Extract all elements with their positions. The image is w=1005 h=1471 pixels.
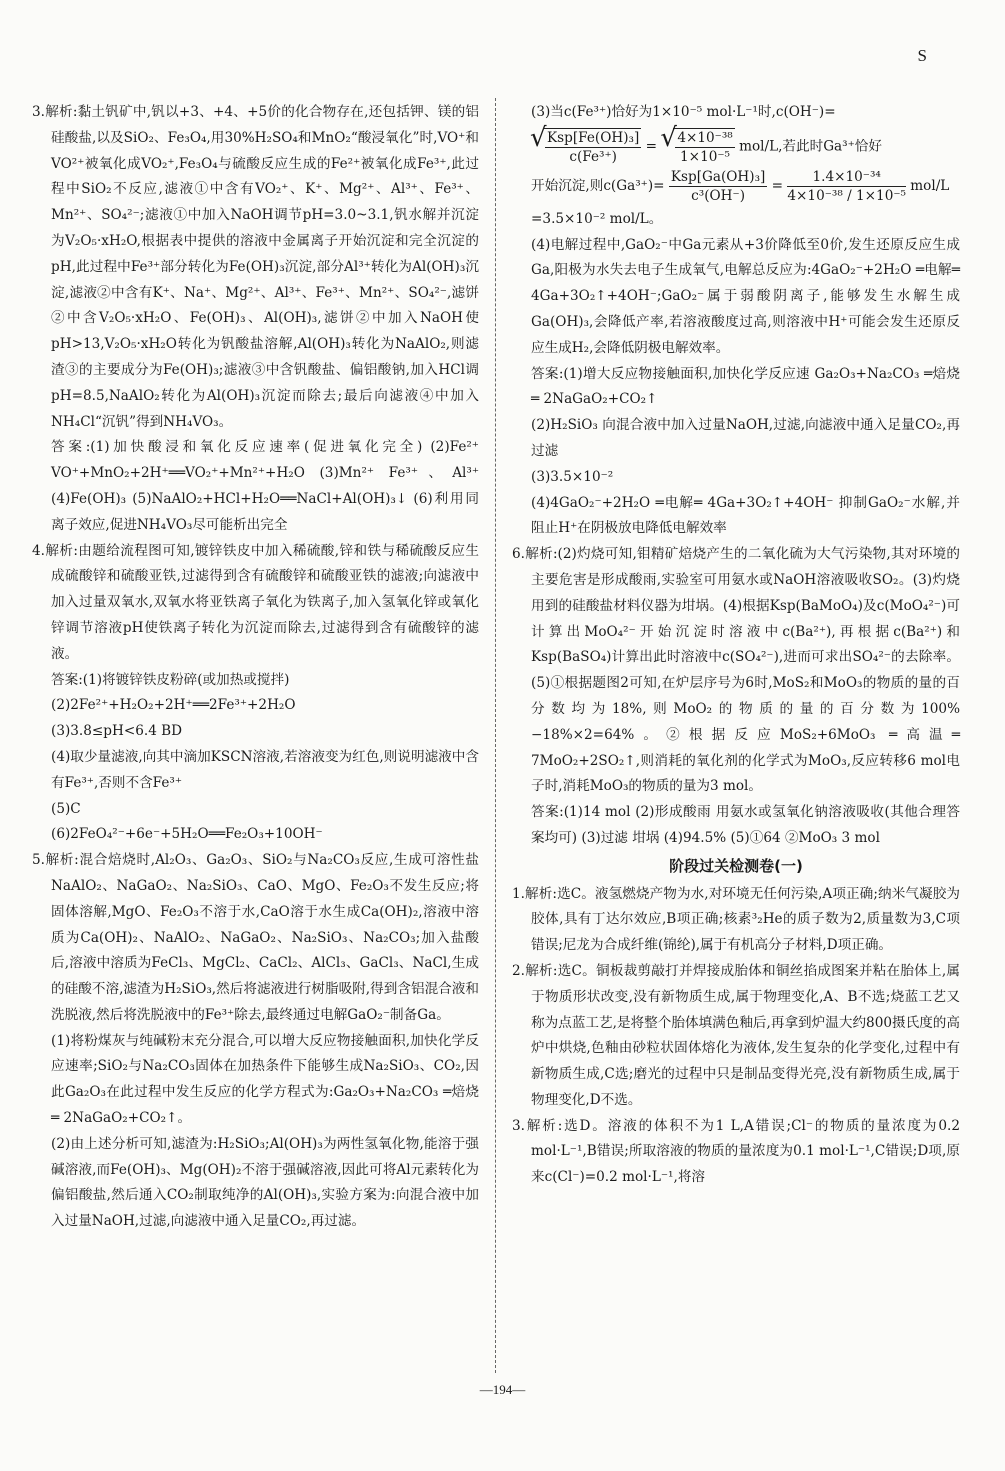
- equals-sign: =: [645, 138, 657, 155]
- paragraph: 1.解析:选C。液氢燃烧产物为水,对环境无任何污染,A项正确;纳米气凝胶为胶体,具有丁达尔效应,B项正确;核素³₂He的质子数为2,质量数为3,C项错误;尼龙为合成纤维(锦纶),属于有机高分子材料,D项正确。: [512, 885, 960, 954]
- paragraph: 答案:(1)将镀锌铁皮粉碎(或加热或搅拌): [51, 671, 290, 688]
- paragraph: (6)2FeO₄²⁻+6e⁻+5H₂O══Fe₂O₃+10OH⁻: [51, 826, 323, 843]
- corner-mark: S: [917, 46, 927, 65]
- paragraph: (4)4GaO₂⁻+2H₂O ═电解═ 4Ga+3O₂↑+4OH⁻ 抑制GaO₂⁻水解,并阻止H⁺在阴极放电降低电解效率: [531, 494, 960, 537]
- formula-ksp-ga: [531, 168, 960, 205]
- paragraph: (2)由上述分析可知,滤渣为:H₂SiO₃;Al(OH)₃为两性氢氧化物,能溶于强碱溶液,而Fe(OH)₃、Mg(OH)₂不溶于强碱溶液,因此可将Al元素转化为偏铝酸盐,然后通入CO₂制取纯净的Al(OH)₃,实验方案为:向混合液中加入过量NaOH,过滤,向滤液中通入足量CO₂,再过滤。: [51, 1135, 479, 1230]
- page-number: —194—: [479, 1382, 526, 1397]
- paragraph: 4.解析:由题给流程图可知,镀锌铁皮中加入稀硫酸,锌和铁与稀硫酸反应生成硫酸锌和硫酸亚铁,过滤得到含有硫酸锌和硫酸亚铁的滤液;向滤液中加入过量双氧水,双氧水将亚铁离子氧化为铁离子,加入氢氧化锌或氧化锌调节溶液pH使铁离子转化为沉淀而除去,过滤得到含有硫酸锌的滤液。: [32, 542, 479, 662]
- paragraph: 6.解析:(2)灼烧可知,钼精矿焙烧产生的二氧化硫为大气污染物,其对环境的主要危害是形成酸雨,实验室可用氨水或NaOH溶液吸收SO₂。(3)灼烧用到的硅酸盐材料仪器为坩埚。(4)根据Ksp(BaMoO₄)及c(MoO₄²⁻)可计算出MoO₄²⁻开始沉淀时溶液中c(Ba²⁺),再根据c(Ba²⁺)和Ksp(BaSO₄)计算出此时溶液中c(SO₄²⁻),进而可求出SO₄²⁻的去除率。(5)①根据题图2可知,在炉层序号为6时,MoS₂和MoO₃的物质的量的百分数均为18%,则MoO₂的物质的量的百分数为100%−18%×2=64%。②根据反应MoS₂+6MoO₃ ═高温═ 7MoO₂+2SO₂↑,则消耗的氧化剂的化学式为MoO₃,反应转移6 mol电子时,消耗MoO₃的物质的量为3 mol。: [512, 546, 960, 795]
- fraction-numerator: √ 4×10⁻³⁸: [677, 129, 733, 146]
- fraction-denominator: c³(OH⁻): [691, 187, 746, 204]
- paragraph: (2)2Fe²⁺+H₂O₂+2H⁺══2Fe³⁺+2H₂O: [51, 697, 296, 714]
- paragraph: (3)当c(Fe³⁺)恰好为1×10⁻⁵ mol·L⁻¹时,c(OH⁻)=: [531, 104, 836, 120]
- fraction-numerator: Ksp[Ga(OH)₃]: [670, 168, 766, 185]
- formula-tail: mol/L,若此时Ga³⁺恰好: [739, 138, 882, 155]
- formula-tail: mol/L: [910, 177, 950, 194]
- fraction-denominator: 1×10⁻⁵: [680, 148, 730, 165]
- paragraph: 5.解析:混合焙烧时,Al₂O₃、Ga₂O₃、SiO₂与Na₂CO₃反应,生成可溶性盐NaAlO₂、NaGaO₂、Na₂SiO₃、CaO、MgO、Fe₂O₃不发生反应;将固体溶解,MgO、Fe₂O₃不溶于水,CaO溶于水生成Ca(OH)₂,溶液中溶质为Ca(OH)₂、NaAlO₂、NaGaO₂、Na₂SiO₃、Na₂CO₃;加入盐酸后,溶液中溶质为FeCl₃、MgCl₂、CaCl₂、AlCl₃、GaCl₃、NaCl,生成的硅酸不溶,滤渣为H₂SiO₃,然后将滤液进行树脂吸附,得到含铝混合液和洗脱液,然后将洗脱液中的Fe³⁺除去,最终通过电解GaO₂⁻制备Ga。: [32, 852, 479, 1023]
- sqrt-expression: [673, 128, 734, 166]
- paragraph: (2)H₂SiO₃ 向混合液中加入过量NaOH,过滤,向滤液中通入足量CO₂,再过滤: [531, 417, 960, 459]
- paragraph: (3)3.8≤pH<6.4 BD: [51, 723, 183, 740]
- sqrt-expression: [543, 128, 641, 166]
- left-column: [32, 100, 479, 1235]
- section-title: 阶段过关检测卷(一): [669, 856, 803, 875]
- paragraph: (4)电解过程中,GaO₂⁻中Ga元素从+3价降低至0价,发生还原反应生成Ga,阳极为水失去电子生成氧气,电解总反应为:4GaO₂⁻+2H₂O ═电解═ 4Ga+3O₂↑+4OH⁻;GaO₂⁻属于弱酸阴离子,能够发生水解生成Ga(OH)₃,会降低产率,若溶液酸度过高,则溶液中H⁺可能会发生还原反应生成H₂,会降低阴极电解效率。: [531, 236, 960, 356]
- paragraph: (3)3.5×10⁻²: [531, 468, 614, 485]
- paragraph: 3.解析:黏土钒矿中,钒以+3、+4、+5价的化合物存在,还包括钾、镁的铝硅酸盐,以及SiO₂、Fe₃O₄,用30%H₂SO₄和MnO₂“酸浸氧化”时,VO⁺和VO²⁺被氧化成VO₂⁺,Fe₃O₄与硫酸反应生成的Fe²⁺被氧化成Fe³⁺,此过程中SiO₂不反应,滤液①中含有VO₂⁺、K⁺、Mg²⁺、Al³⁺、Fe³⁺、Mn²⁺、SO₄²⁻;滤液①中加入NaOH调节pH=3.0~3.1,钒水解并沉淀为V₂O₅·xH₂O,根据表中提供的溶液中金属离子开始沉淀和完全沉淀的pH,此过程中Fe³⁺部分转化为Fe(OH)₃沉淀,部分Al³⁺转化为Al(OH)₃沉淀,滤液②中含有K⁺、Na⁺、Mg²⁺、Al³⁺、Fe³⁺、Mn²⁺、SO₄²⁻,滤饼②中含V₂O₅·xH₂O、Fe(OH)₃、Al(OH)₃,滤饼②中加入NaOH使pH>13,V₂O₅·xH₂O转化为钒酸盐溶解,Al(OH)₃转化为NaAlO₂,则滤渣③的主要成分为Fe(OH)₃;滤液③中含钒酸盐、偏铝酸钠,加入HCl调pH=8.5,NaAlO₂转化为Al(OH)₃沉淀而除去;最后向滤液④中加入NH₄Cl“沉钒”得到NH₄VO₃。: [32, 104, 479, 430]
- paragraph: 答案:(1)增大反应物接触面积,加快化学反应速 Ga₂O₃+Na₂CO₃ ═焙烧═ 2NaGaO₂+CO₂↑: [531, 365, 960, 408]
- paragraph: 答案:(1)14 mol (2)形成酸雨 用氨水或氢氧化钠溶液吸收(其他合理答案均可) (3)过滤 坩埚 (4)94.5% (5)①64 ②MoO₃ 3 mol: [531, 804, 960, 846]
- fraction-denominator: c(Fe³⁺): [569, 148, 617, 165]
- formula-ksp-fe: [531, 128, 960, 166]
- right-body: [512, 207, 960, 852]
- paragraph: (5)C: [51, 800, 81, 817]
- fraction-numerator: √ Ksp[Fe(OH)₃]: [547, 129, 640, 146]
- paragraph: =3.5×10⁻² mol/L。: [531, 210, 663, 227]
- right-after: [512, 882, 960, 1192]
- fraction-denominator: 4×10⁻³⁸ / 1×10⁻⁵: [787, 187, 906, 204]
- column-divider: [495, 98, 496, 1373]
- equals-sign: =: [771, 177, 784, 194]
- paragraph: (1)将粉煤灰与纯碱粉末充分混合,可以增大反应物接触面积,加快化学反应速率;SiO₂与Na₂CO₃固体在加热条件下能够生成Na₂SiO₃、CO₂,因此Ga₂O₃在此过程中发生反应的化学方程式为:Ga₂O₃+Na₂CO₃ ═焙烧═ 2NaGaO₂+CO₂↑。: [51, 1032, 479, 1127]
- paragraph: 答案:(1)加快酸浸和氧化反应速率(促进氧化完全) (2)Fe²⁺ VO⁺+MnO₂+2H⁺══VO₂⁺+Mn²⁺+H₂O (3)Mn²⁺ Fe³⁺、Al³⁺ (4)Fe(OH)₃ (5)NaAlO₂+HCl+H₂O══NaCl+Al(OH)₃↓ (6)利用同离子效应,促进NH₄VO₃尽可能析出完全: [51, 439, 479, 533]
- fraction-numerator: 1.4×10⁻³⁴: [787, 168, 906, 187]
- paragraph: 3.解析:选D。溶液的体积不为1 L,A错误;Cl⁻的物质的量浓度为0.2 mol·L⁻¹,B错误;所取溶液的物质的量浓度为0.1 mol·L⁻¹,C错误;D项,原来c(Cl⁻)=0.2 mol·L⁻¹,将溶: [512, 1117, 960, 1186]
- right-column: [512, 100, 960, 1191]
- paragraph: 2.解析:选C。铜板裁剪敲打并焊接成胎体和铜丝掐成图案并粘在胎体上,属于物质形状改变,没有新物质生成,属于物理变化,A、B不选;烧蓝工艺又称为点蓝工艺,是将整个胎体填满色釉后,再拿到炉温大约800摄氏度的高炉中烘烧,色釉由砂粒状固体熔化为液体,发生复杂的化学变化,过程中有新物质生成,C选;磨光的过程中只是制品变得光亮,没有新物质生成,属于物理变化,D不选。: [512, 962, 960, 1108]
- paragraph: (4)取少量滤液,向其中滴加KSCN溶液,若溶液变为红色,则说明滤液中含有Fe³⁺,否则不含Fe³⁺: [51, 748, 479, 791]
- formula-lead: 开始沉淀,则c(Ga³⁺)=: [531, 177, 665, 194]
